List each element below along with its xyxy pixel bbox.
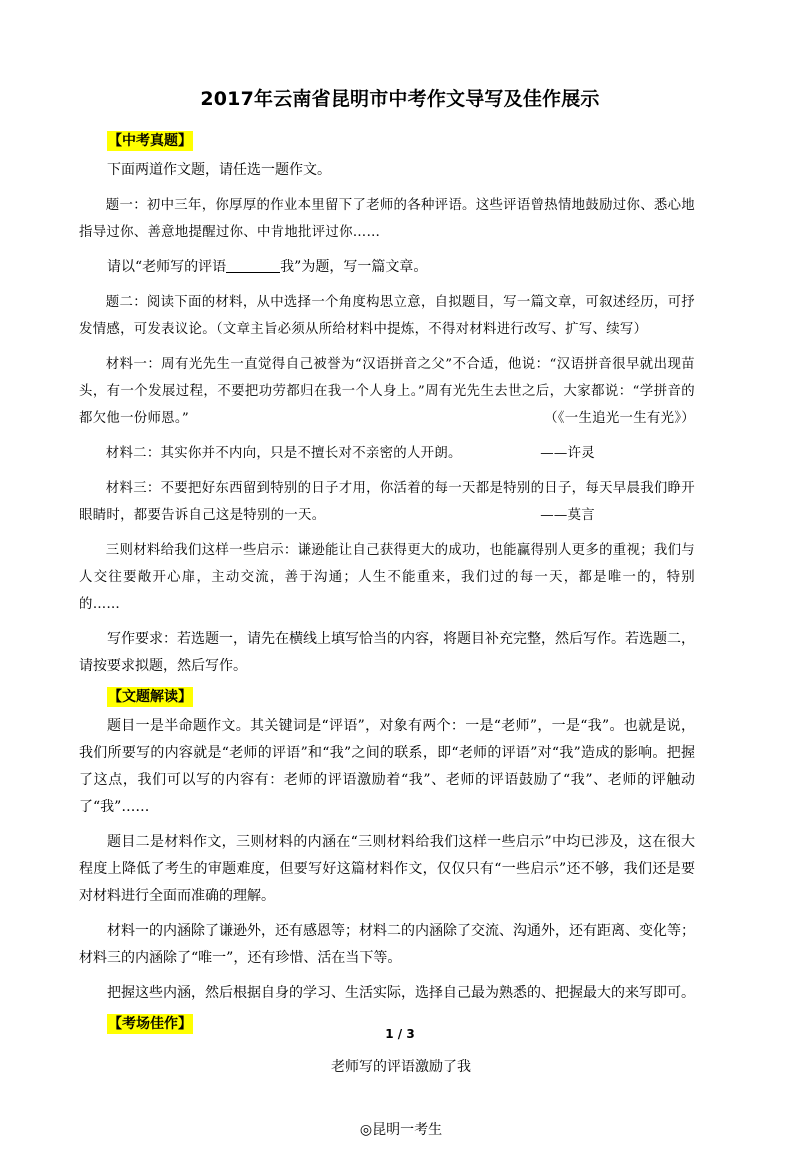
material-two — [79, 440, 695, 467]
page-number: 1 / 3 — [385, 1027, 415, 1041]
essay-author: ◎昆明一考生 — [359, 1122, 443, 1138]
material-three-source: ——莫言 — [540, 508, 595, 523]
question-two: 题二：阅读下面的材料，从中选择一个角度构思立意，自拟题目，写一篇文章，可叙述经历，可抒发情感，可发表议论。（文章主旨必须从所给材料中提炼，不得对材料进行改写、扩写、续写） — [79, 295, 695, 337]
question-one: 题一：初中三年，你厚厚的作业本里留下了老师的各种评语。这些评语曾热情地鼓励过你、悉心地指导过你、善意地提醒过你、中肯地批评过你…… — [79, 198, 695, 240]
analysis-paragraph-4: 把握这些内涵，然后根据自身的学习、生活实际，选择自己最为熟悉的、把握最大的来写即可。 — [107, 985, 695, 1001]
material-two-source: ——许灵 — [540, 446, 595, 461]
analysis-paragraph-1: 题目一是半命题作文。其关键词是“评语”，对象有两个：一是“老师”，一是“我”。也就是说，我们所要写的内容就是“老师的评语”和“我”之间的联系，即“老师的评语”对“我”造成的影响。把握了这点，我们可以写的内容有：老师的评语激励着“我”、老师的评语鼓励了“我”、老师的评触动了“我”…… — [79, 718, 695, 815]
analysis-paragraph-2: 题目二是材料作文，三则材料的内涵在“三则材料给我们这样一些启示”中均已涉及，这在很大程度上降低了考生的审题难度，但要写好这篇材料作文，仅仅只有“一些启示”还不够，我们还是要对材料进行全面而准确的理解。 — [79, 834, 695, 904]
material-one — [79, 351, 695, 432]
material-one-text: 材料一：周有光先生一直觉得自己被誉为“汉语拼音之父”不合适，他说：“汉语拼音很早就出现苗头，有一个发展过程，不要把功劳都归在我一个人身上。”周有光先生去世之后，大家都说：“学拼音的都欠他一份师恩。” — [79, 357, 695, 426]
section-tag-essay: 【考场佳作】 — [108, 1016, 192, 1032]
section-tag-analysis: 【文题解读】 — [108, 689, 192, 705]
prompt-part-b: 我”为题，写一篇文章。 — [280, 259, 428, 275]
essay-title: 老师写的评语激励了我 — [331, 1059, 471, 1075]
fill-blank — [226, 258, 280, 273]
material-three — [79, 475, 695, 529]
material-summary: 三则材料给我们这样一些启示：谦逊能让自己获得更大的成功，也能赢得别人更多的重视；我们与人交往要敞开心扉，主动交流，善于沟通；人生不能重来，我们过的每一天，都是唯一的，特别的…… — [79, 543, 695, 612]
material-one-source: （《一生追光一生有光》） — [544, 411, 695, 426]
writing-requirement: 写作要求：若选题一，请先在横线上填写恰当的内容，将题目补充完整，然后写作。若选题二，请按要求拟题，然后写作。 — [79, 631, 695, 674]
exam-intro: 下面两道作文题，请任选一题作文。 — [107, 162, 331, 178]
section-tag-exam: 【中考真题】 — [108, 133, 192, 149]
prompt-part-a: 请以“老师写的评语 — [107, 259, 227, 275]
analysis-paragraph-3: 材料一的内涵除了谦逊外，还有感恩等；材料二的内涵除了交流、沟通外，还有距离、变化等；材料三的内涵除了“唯一”，还有珍惜、活在当下等。 — [79, 923, 695, 966]
question-one-prompt — [79, 254, 695, 281]
document-body — [79, 130, 695, 1158]
material-three-text: 材料三：不要把好东西留到特别的日子才用，你活着的每一天都是特别的日子，每天早晨我们睁开眼睛时，都要告诉自己这是特别的一天。 — [79, 481, 695, 523]
document-title: 2017年云南省昆明市中考作文导写及佳作展示 — [200, 88, 600, 110]
material-two-text: 材料二：其实你并不内向，只是不擅长对不亲密的人开朗。 — [105, 446, 462, 461]
